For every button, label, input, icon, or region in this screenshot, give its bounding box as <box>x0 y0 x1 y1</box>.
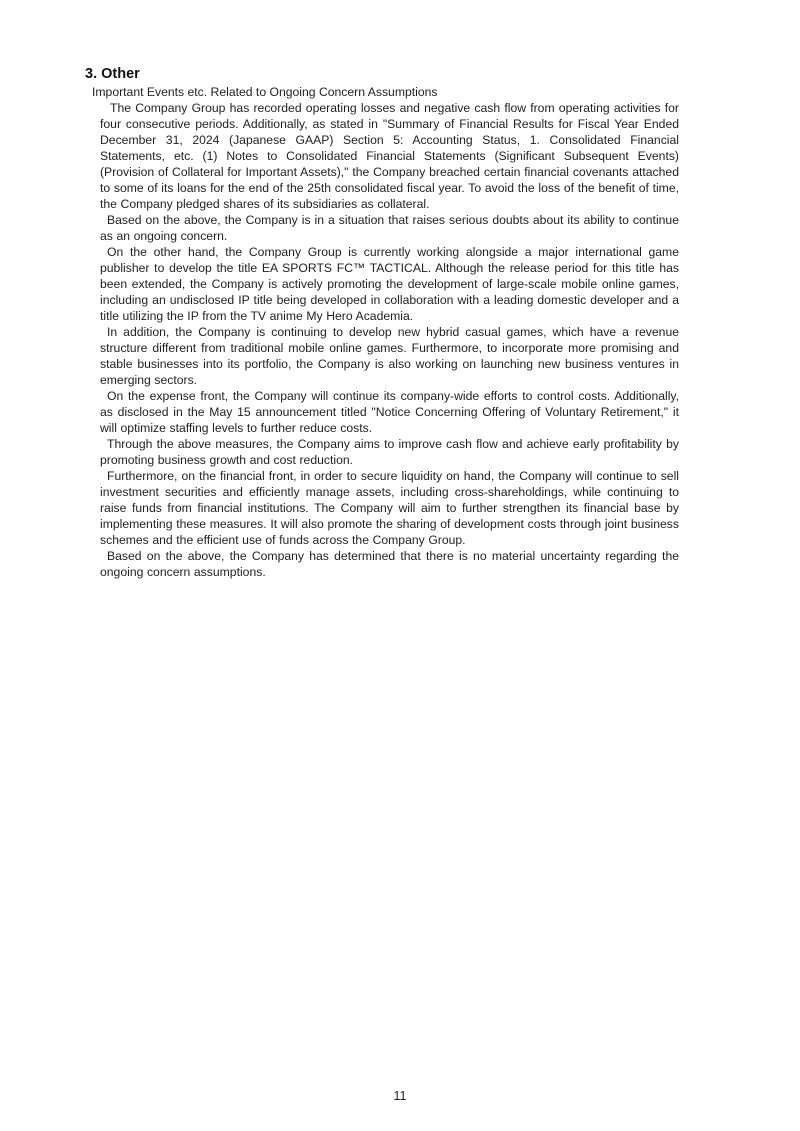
paragraph-7: Furthermore, on the financial front, in order to secure liquidity on hand, the Company will continue to sell investment securities and efficiently manage assets, including cross-shareholdings, while continuing to raise funds from financial institutions. The Company will aim to further strengthen its financial base by implementing these measures. It will also promote the sharing of development costs through joint business schemes and the efficient use of funds across the Company Group. <box>100 469 679 547</box>
section-subheading: Important Events etc. Related to Ongoing Concern Assumptions <box>92 85 438 99</box>
paragraph-3: On the other hand, the Company Group is currently working alongside a major international game publisher to develop the title EA SPORTS FC™ TACTICAL. Although the release period for this title has been extended, the Company is actively promoting the development of large-scale mobile online games, including an undisclosed IP title being developed in collaboration with a leading domestic developer and a title utilizing the IP from the TV anime My Hero Academia. <box>100 245 679 323</box>
section-heading: 3. Other <box>85 66 140 82</box>
document-content <box>85 66 680 580</box>
paragraph-4: In addition, the Company is continuing to develop new hybrid casual games, which have a revenue structure different from traditional mobile online games. Furthermore, to incorporate more promising and stable businesses into its portfolio, the Company is also working on launching new business ventures in emerging sectors. <box>100 325 679 387</box>
paragraph-1: The Company Group has recorded operating losses and negative cash flow from operating activities for four consecutive periods. Additionally, as stated in "Summary of Financial Results for Fiscal Year Ended December 31, 2024 (Japanese GAAP) Section 5: Accounting Status, 1. Consolidated Financial Statements, etc. (1) Notes to Consolidated Financial Statements (Significant Subsequent Events) (Provision of Collateral for Important Assets)," the Company breached certain financial covenants attached to some of its loans for the end of the 25th consolidated fiscal year. To avoid the loss of the benefit of time, the Company pledged shares of its subsidiaries as collateral. <box>100 101 679 211</box>
page-number: 11 <box>393 1089 407 1103</box>
paragraph-2: Based on the above, the Company is in a situation that raises serious doubts about its ability to continue as an ongoing concern. <box>100 213 679 243</box>
paragraph-8: Based on the above, the Company has determined that there is no material uncertainty regarding the ongoing concern assumptions. <box>100 549 679 579</box>
body-text <box>100 100 679 580</box>
paragraph-5: On the expense front, the Company will continue its company-wide efforts to control costs. Additionally, as disclosed in the May 15 announcement titled "Notice Concerning Offering of Voluntary Retirement," it will optimize staffing levels to further reduce costs. <box>100 389 679 435</box>
paragraph-6: Through the above measures, the Company aims to improve cash flow and achieve early profitability by promoting business growth and cost reduction. <box>100 437 679 467</box>
